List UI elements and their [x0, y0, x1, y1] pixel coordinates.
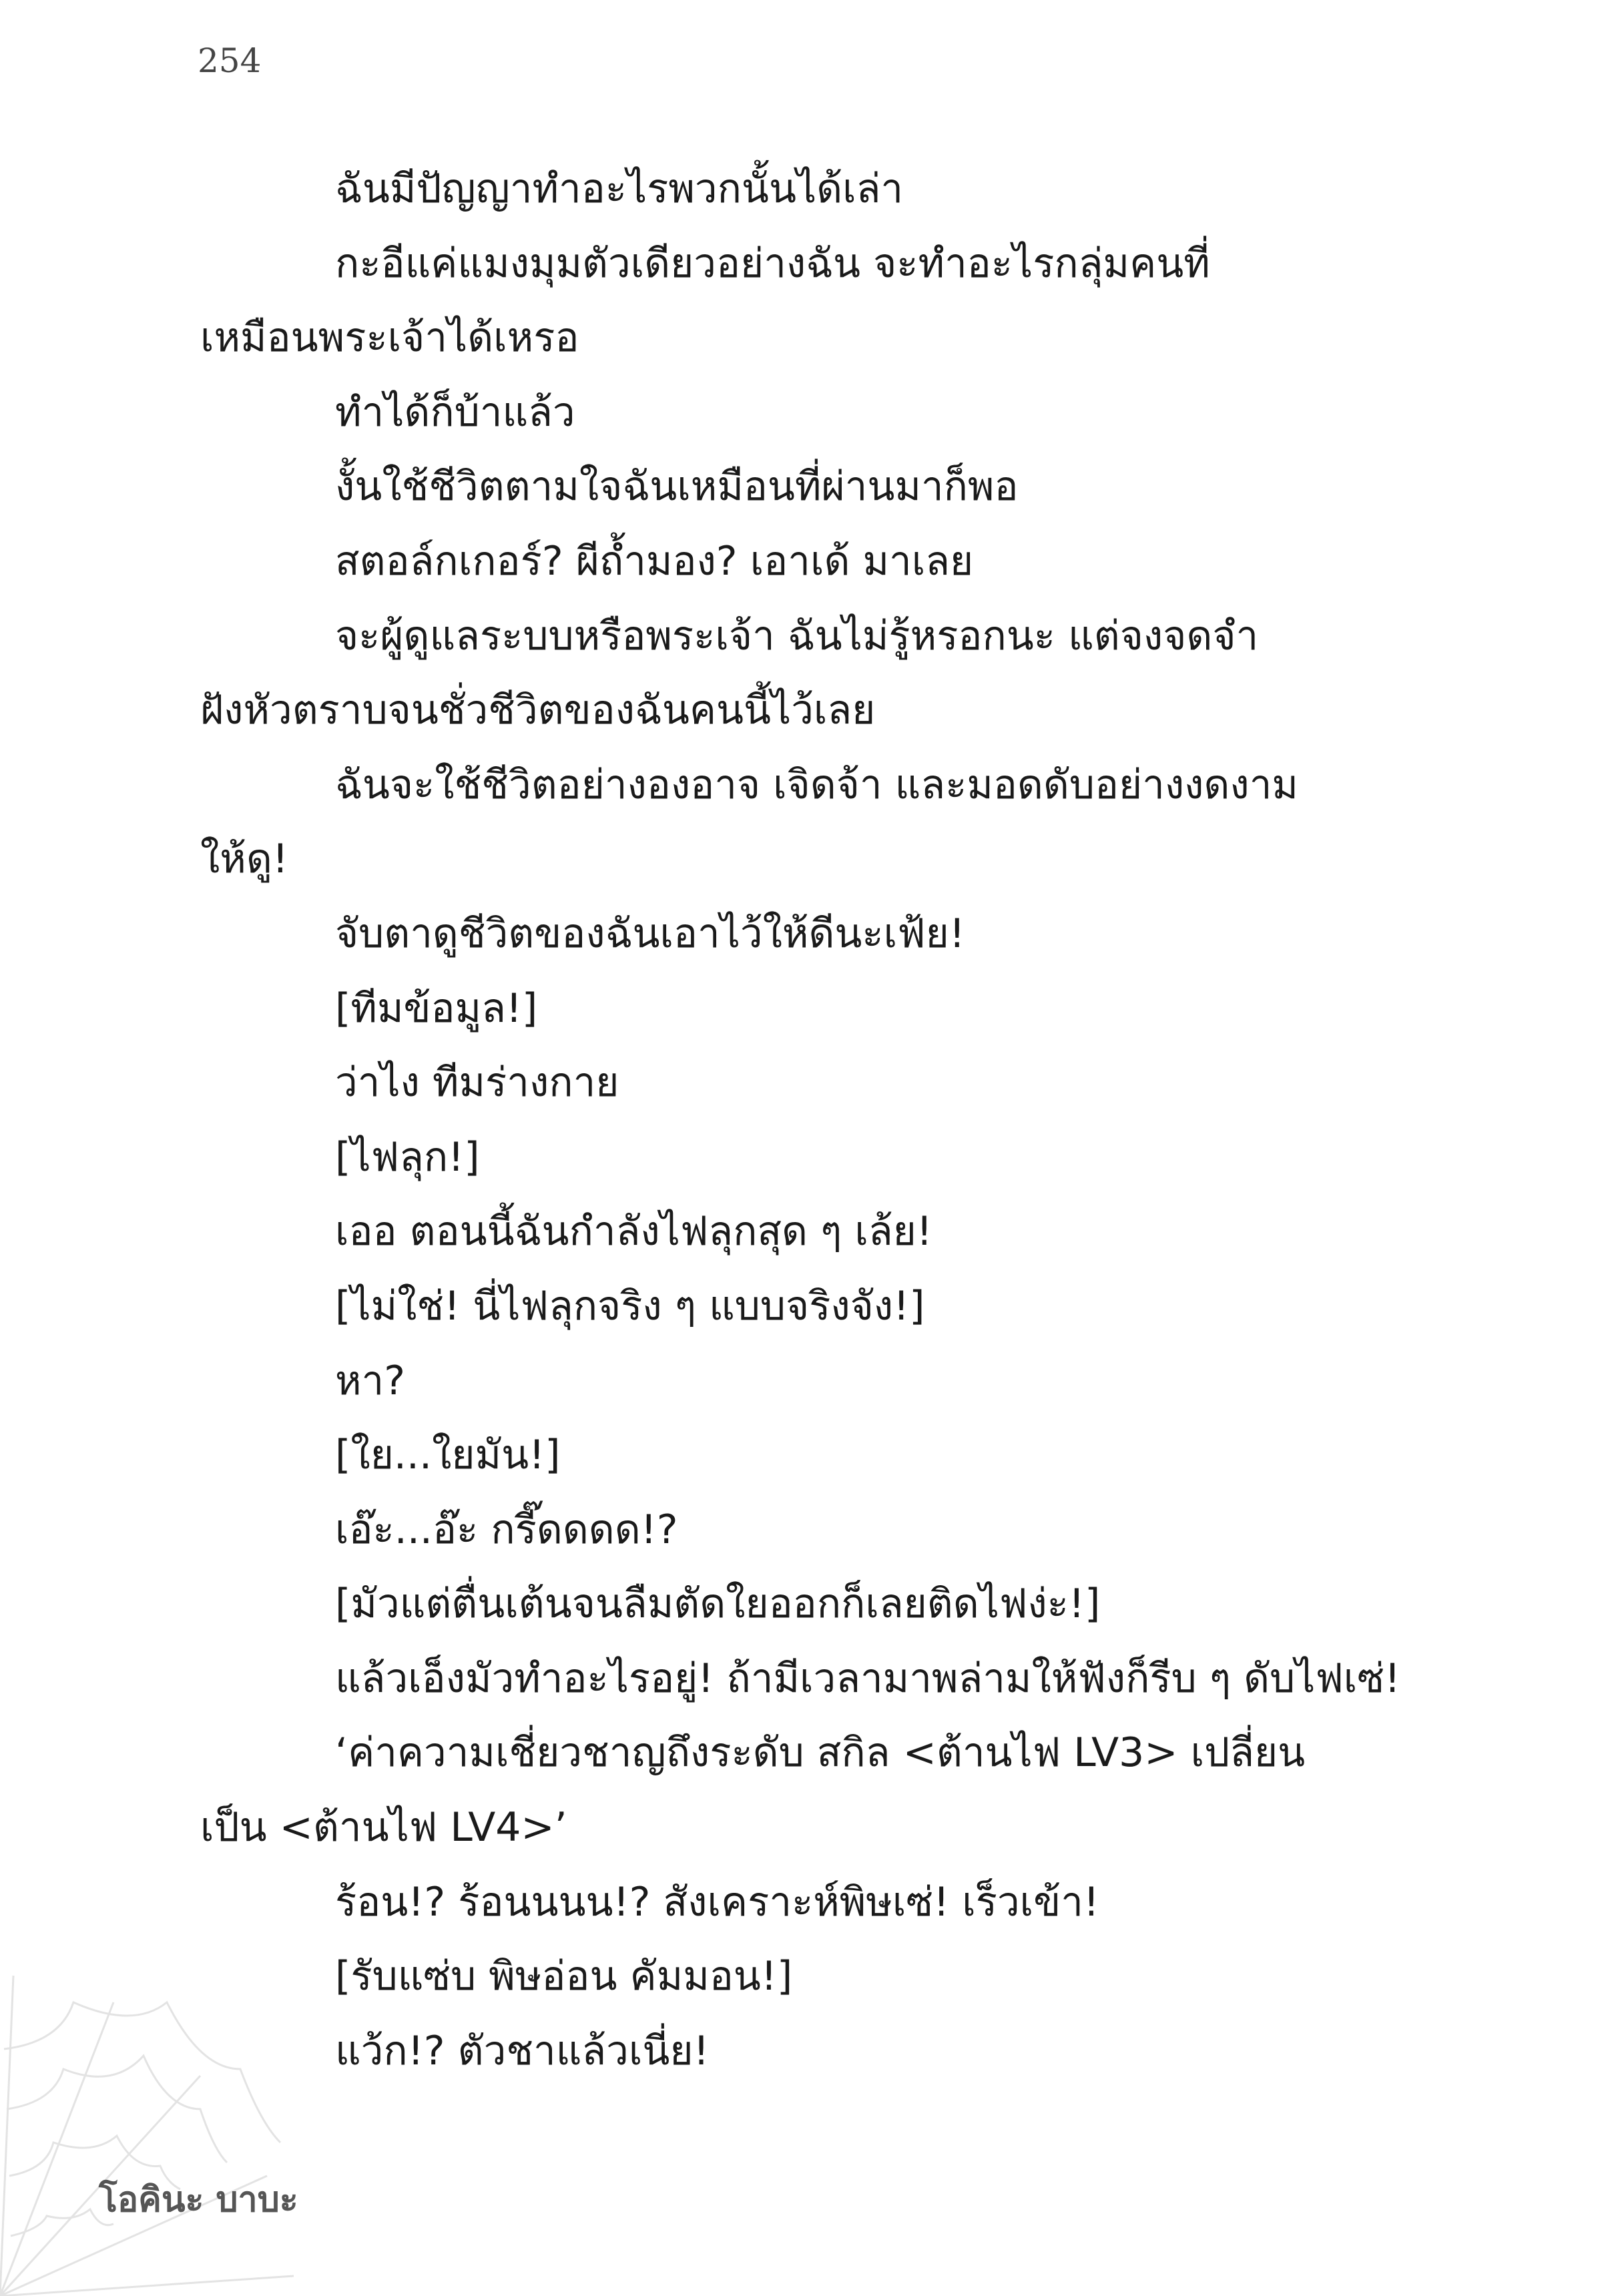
- paragraph: แว้ก!? ตัวชาแล้วเนี่ย!: [335, 2027, 710, 2074]
- paragraph: กะอีแค่แมงมุมตัวเดียวอย่างฉัน จะทำอะไรกลุ่มคนที่: [335, 240, 1210, 287]
- paragraph: ร้อน!? ร้อนนนน!? สังเคราะห์พิษเซ่! เร็วเข้า!: [335, 1878, 1099, 1926]
- paragraph: ทำได้ก็บ้าแล้ว: [335, 388, 575, 436]
- paragraph: หา?: [335, 1357, 406, 1404]
- paragraph: ฉันมีปัญญาทำอะไรพวกนั้นได้เล่า: [335, 166, 904, 212]
- body-text: [200, 152, 1410, 2088]
- paragraph: เอ๊ะ...อ๊ะ กรี๊ดดดด!?: [335, 1506, 678, 1553]
- paragraph: [ไม่ใช่! นี่ไฟลุกจริง ๆ แบบจริงจัง!]: [335, 1282, 925, 1330]
- paragraph: เป็น <ต้านไฟ LV4>’: [200, 1804, 567, 1851]
- cobweb-decoration: [0, 1976, 294, 2296]
- paragraph: ฝังหัวตราบจนชั่วชีวิตของฉันคนนี้ไว้เลย: [200, 687, 876, 734]
- paragraph: [ทีมข้อมูล!]: [335, 984, 538, 1032]
- paragraph: เออ ตอนนี้ฉันกำลังไฟลุกสุด ๆ เล้ย!: [335, 1208, 932, 1255]
- paragraph: [มัวแต่ตื่นเต้นจนลืมตัดใยออกก็เลยติดไฟง่ะ!]: [335, 1581, 1101, 1628]
- paragraph: งั้นใช้ชีวิตตามใจฉันเหมือนที่ผ่านมาก็พอ: [335, 463, 1019, 511]
- paragraph: ว่าไง ทีมร่างกาย: [335, 1059, 619, 1107]
- paragraph: [รับแซ่บ พิษอ่อน คัมมอน!]: [335, 1953, 793, 2000]
- paragraph: เหมือนพระเจ้าได้เหรอ: [200, 314, 579, 362]
- page-number: 254: [198, 41, 262, 80]
- paragraph: ให้ดู!: [200, 836, 288, 883]
- footer-author: โอคินะ บาบะ: [99, 2180, 298, 2220]
- paragraph: ฉันจะใช้ชีวิตอย่างองอาจ เจิดจ้า และมอดดับอย่างงดงาม: [335, 761, 1298, 808]
- paragraph: แล้วเอ็งมัวทำอะไรอยู่! ถ้ามีเวลามาพล่ามให้ฟังก็รีบ ๆ ดับไฟเซ่!: [335, 1655, 1401, 1702]
- paragraph: [ใย...ใยมัน!]: [335, 1432, 561, 1479]
- paragraph: จะผู้ดูแลระบบหรือพระเจ้า ฉันไม่รู้หรอกนะ แต่จงจดจำ: [335, 612, 1259, 659]
- paragraph: จับตาดูชีวิตของฉันเอาไว้ให้ดีนะเฟ้ย!: [335, 910, 965, 957]
- paragraph: สตอล์กเกอร์? ผีถ้ำมอง? เอาเด้ มาเลย: [335, 537, 974, 585]
- paragraph: [ไฟลุก!]: [335, 1133, 480, 1181]
- paragraph: ‘ค่าความเชี่ยวชาญถึงระดับ สกิล <ต้านไฟ LV3> เปลี่ยน: [335, 1729, 1306, 1777]
